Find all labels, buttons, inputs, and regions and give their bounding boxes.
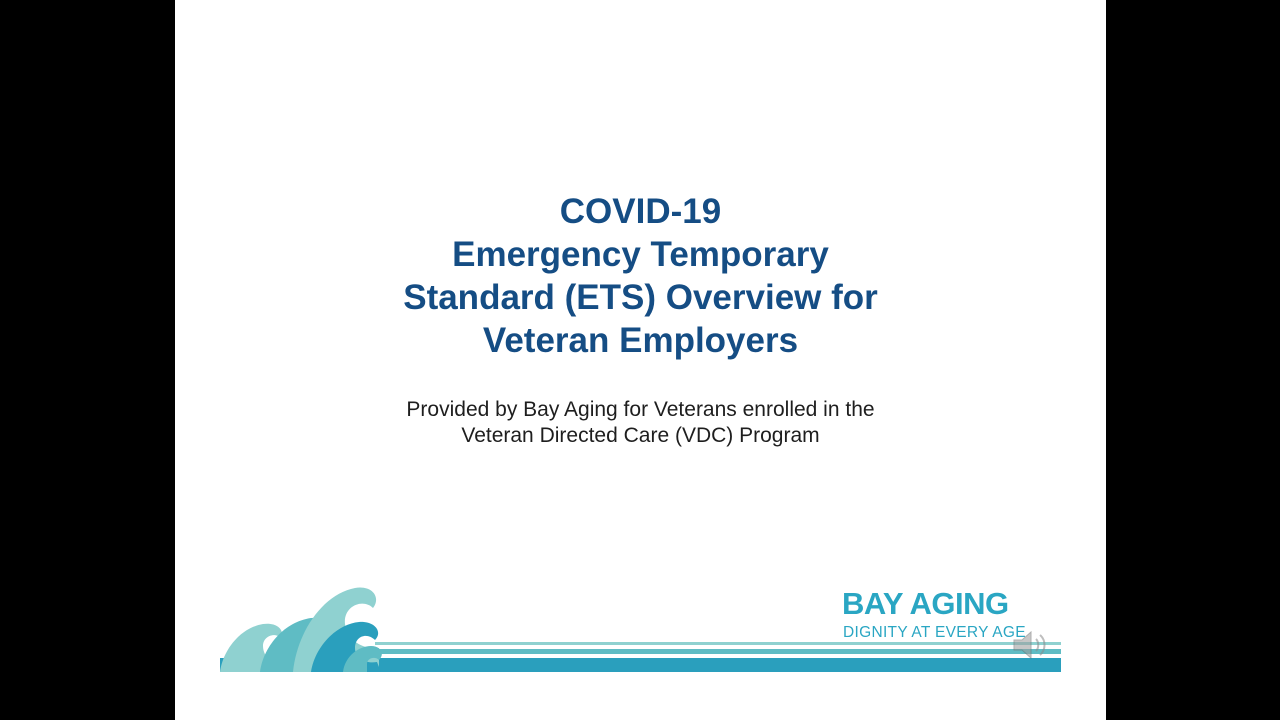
wave-stripe-mid: [355, 649, 1061, 654]
logo-brand-name: BAY AGING: [842, 586, 1009, 621]
slide-title: [175, 190, 1106, 362]
presentation-slide: [175, 0, 1106, 720]
wave-stripe-thin: [375, 642, 1061, 645]
title-line-2: Emergency Temporary: [452, 235, 829, 274]
subtitle-line-2: Veteran Directed Care (VDC) Program: [461, 424, 820, 447]
slide-subtitle: [175, 397, 1106, 449]
title-line-3: Standard (ETS) Overview for: [403, 278, 878, 317]
logo-tagline: DIGNITY AT EVERY AGE: [843, 624, 1026, 641]
title-line-1: COVID-19: [559, 192, 722, 231]
title-line-4: Veteran Employers: [482, 321, 799, 360]
subtitle-line-1: Provided by Bay Aging for Veterans enrolled in the: [406, 398, 875, 421]
speaker-icon[interactable]: [1011, 628, 1051, 662]
